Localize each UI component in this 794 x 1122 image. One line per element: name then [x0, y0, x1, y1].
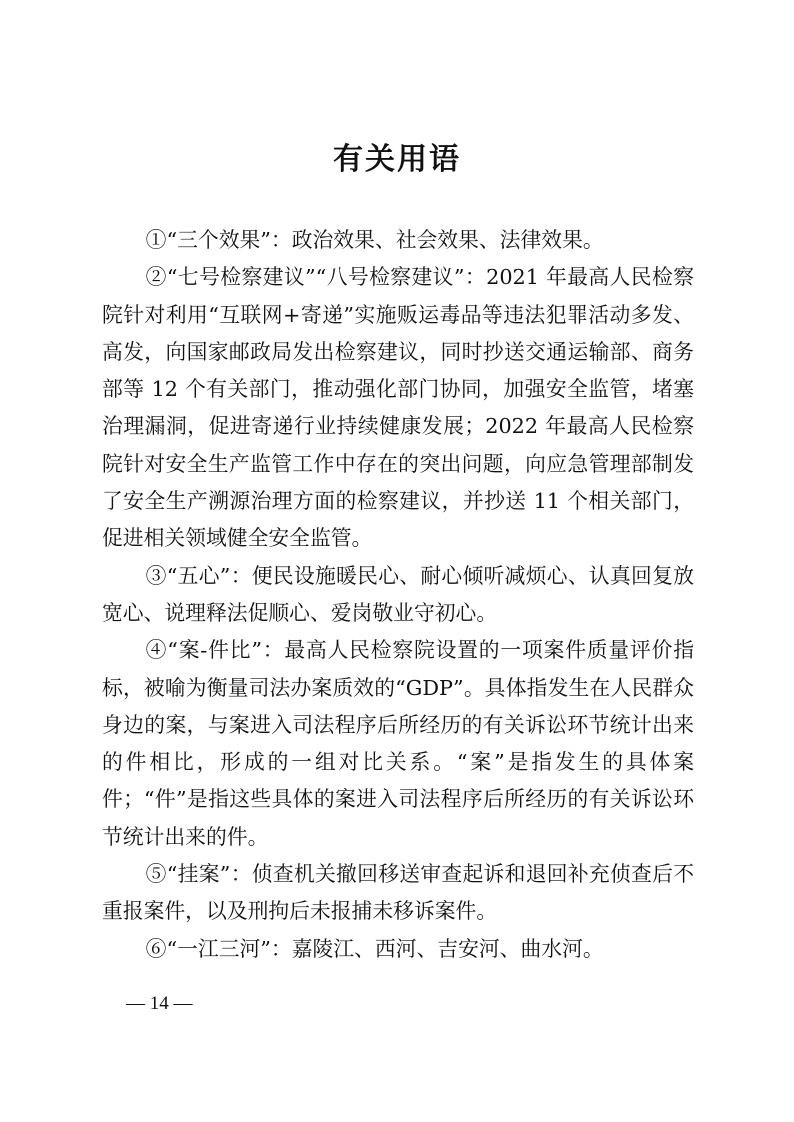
glossary-item-5: ⑤“挂案”：侦查机关撤回移送审查起诉和退回补充侦查后不重报案件，以及刑拘后未报捕未移诉案件。 [102, 862, 694, 924]
glossary-body [102, 222, 694, 968]
page-title: 有关用语 [333, 142, 461, 177]
glossary-item-3: ③“五心”：便民设施暖民心、耐心倾听减烦心、认真回复放宽心、说理释法促顺心、爱岗敬业守初心。 [102, 563, 694, 625]
page-number: — 14 — [126, 993, 193, 1014]
glossary-item-6: ⑥“一江三河”：嘉陵江、西河、吉安河、曲水河。 [145, 936, 604, 961]
glossary-item-4: ④“案-件比”：最高人民检察院设置的一项案件质量评价指标，被喻为衡量司法办案质效的“GDP”。具体指发生在人民群众身边的案，与案进入司法程序后所经历的有关诉讼环节统计出来的件相比，形成的一组对比关系。“案”是指发生的具体案件；“件”是指这些具体的案进入司法程序后所经历的有关诉讼环节统计出来的件。 [102, 638, 694, 849]
glossary-item-2: ②“七号检察建议”“八号检察建议”：2021 年最高人民检察院针对利用“互联网+寄递”实施贩运毒品等违法犯罪活动多发、高发，向国家邮政局发出检察建议，同时抄送交通运输部、商务部等 12 个有关部门，推动强化部门协同，加强安全监管，堵塞治理漏洞，促进寄递行业持续健康发展；2022 年最高人民检察院针对安全生产监管工作中存在的突出问题，向应急管理部制发了安全生产溯源治理方面的检察建议，并抄送 11 个相关部门，促进相关领域健全安全监管。 [102, 265, 694, 551]
glossary-item-1: ①“三个效果”：政治效果、社会效果、法律效果。 [145, 228, 604, 252]
